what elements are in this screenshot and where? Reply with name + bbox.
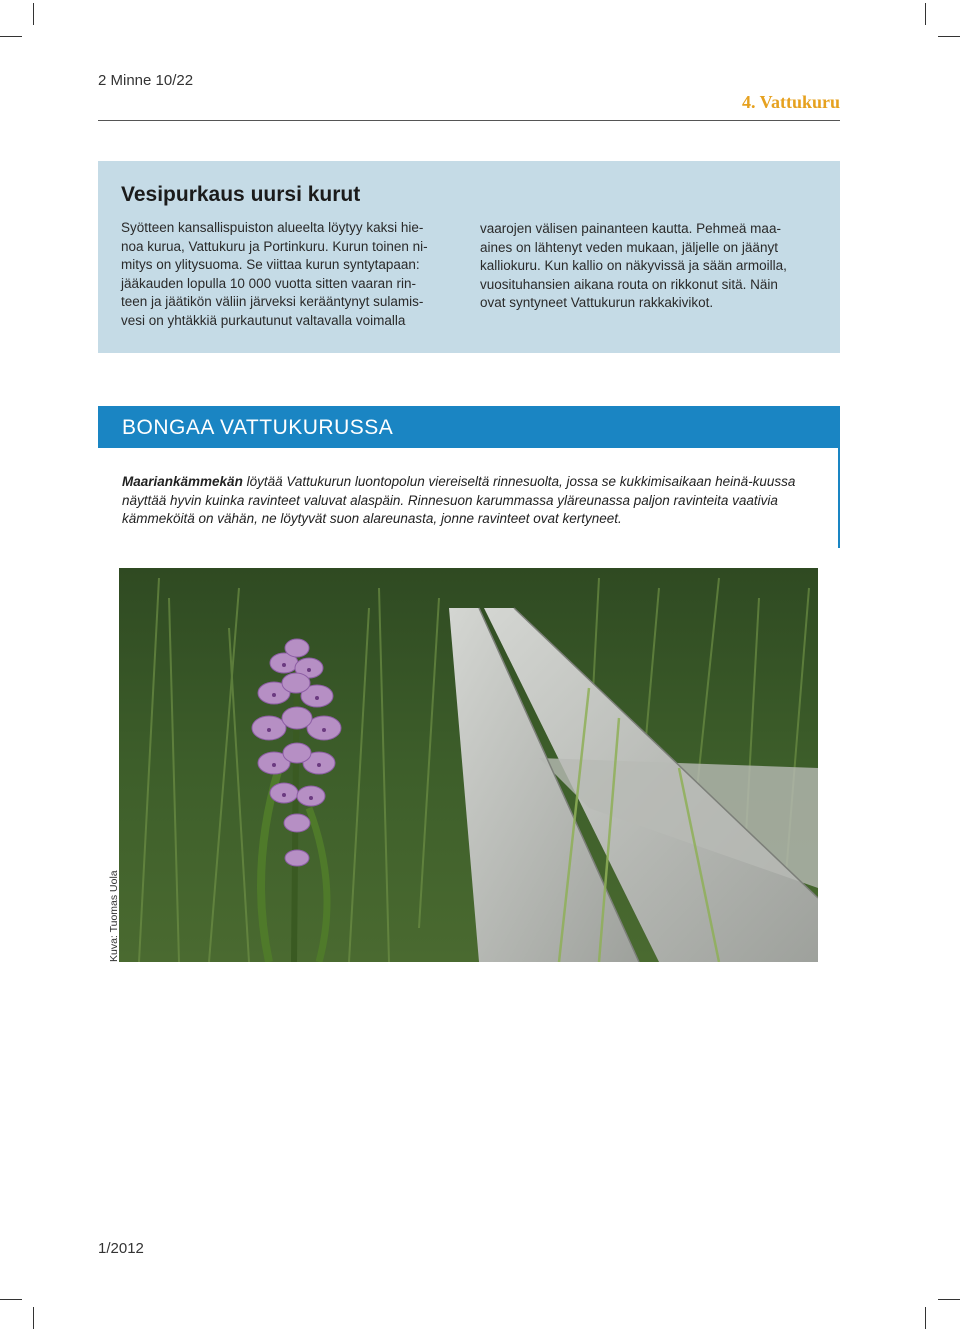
orchid-boardwalk-photo bbox=[119, 568, 818, 962]
bongaa-heading: BONGAA VATTUKURUSSA bbox=[122, 416, 394, 439]
text-line: vesi on yhtäkkiä purkautunut valtavalla voimalla bbox=[121, 312, 406, 328]
crop-mark bbox=[33, 1307, 34, 1329]
photo-caption bbox=[122, 473, 822, 529]
text-line: aines on lähtenyt veden mukaan, jäljelle on jäänyt bbox=[480, 239, 778, 255]
text-line: ovat syntyneet Vattukurun rakkakivikot. bbox=[480, 295, 714, 310]
crop-mark bbox=[925, 1307, 926, 1329]
crop-mark bbox=[0, 1299, 22, 1300]
info-box-title: Vesipurkaus uursi kurut bbox=[121, 183, 361, 206]
issue-number: 1/2012 bbox=[98, 1240, 144, 1257]
photo-credit: Kuva: Tuomas Uola bbox=[108, 870, 120, 962]
crop-mark bbox=[33, 3, 34, 25]
text-line: mitys on ylitysuoma. Se viittaa kurun syntytapaan: bbox=[121, 257, 420, 272]
header-divider bbox=[98, 120, 840, 121]
crop-mark bbox=[938, 1299, 960, 1300]
crop-mark bbox=[938, 36, 960, 37]
caption-text: löytää Vattukurun luontopolun viereiseltä rinnesuolta, jossa se kukkimisaikaan heinä-kuussa näyttää hyvin kuinka ravinteet valuvat alaspäin. Rinnesuon karummassa yläreunassa paljon ravinteita vaativia kämmeköitä on vähän, ne löytyvät suon alareunasta, jonne ravinteet ovat kertyneet. bbox=[122, 474, 796, 526]
caption-species: Maariankämmekän bbox=[122, 474, 243, 489]
info-box-text-right bbox=[480, 220, 820, 313]
text-line: vuosituhansien aikana routa on rikkonut sitä. Näin bbox=[480, 276, 778, 292]
info-box bbox=[98, 161, 840, 353]
section-title: 4. Vattukuru bbox=[741, 92, 840, 112]
text-line: kalliokuru. Kun kallio on näkyvissä ja sään armoilla, bbox=[480, 258, 787, 273]
crop-mark bbox=[0, 36, 22, 37]
text-line: vaarojen välisen painanteen kautta. Pehmeä maa- bbox=[480, 221, 781, 236]
text-line: Syötteen kansallispuiston alueelta löytyy kaksi hie- bbox=[121, 220, 424, 235]
text-line: teen ja jäätikön väliin järveksi kerääntynyt sulamis- bbox=[121, 294, 424, 309]
bongaa-heading-bar bbox=[98, 406, 840, 448]
page-header: 2 Minne 10/22 bbox=[98, 72, 194, 89]
info-box-text-left bbox=[121, 219, 459, 330]
text-line: noa kurua, Vattukuru ja Portinkuru. Kurun toinen ni- bbox=[121, 238, 428, 254]
crop-mark bbox=[925, 3, 926, 25]
text-line: jääkauden lopulla 10 000 vuotta sitten vaaran rin- bbox=[121, 275, 416, 291]
